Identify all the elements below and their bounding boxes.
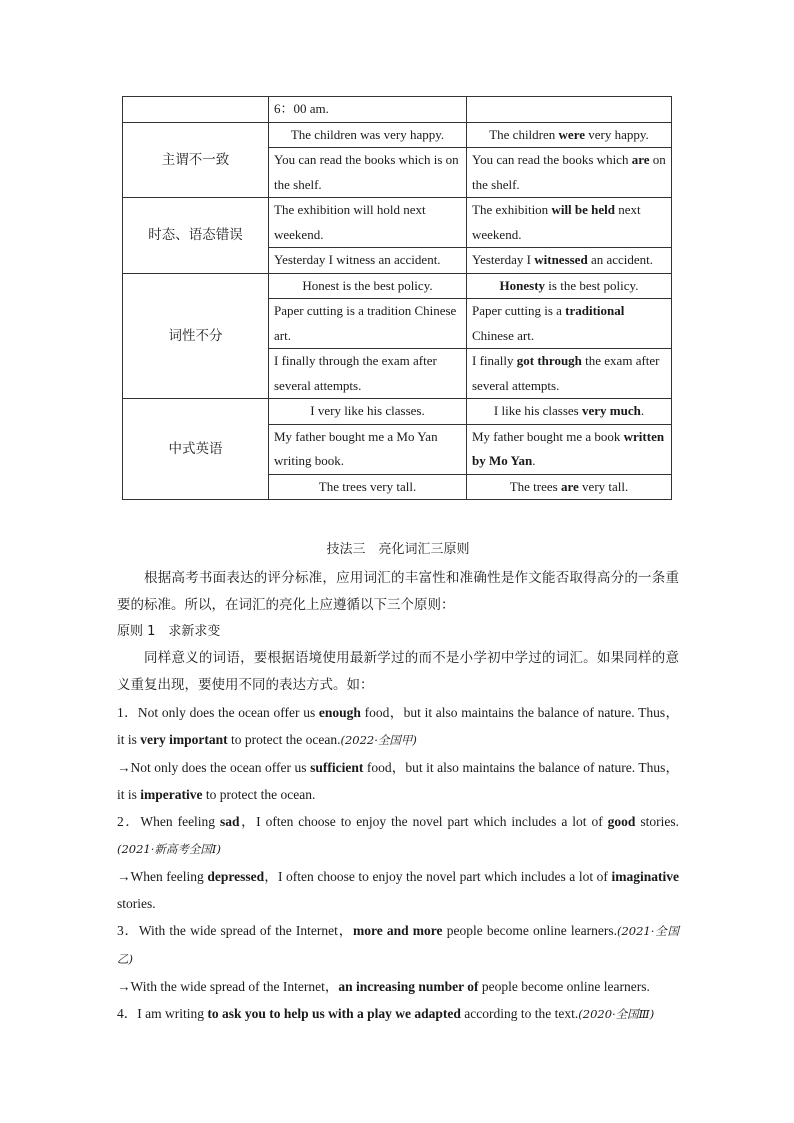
example-improved: →When feeling depressed，I often choose to enjoy the novel part which includes a lot of imaginative stories. bbox=[117, 869, 679, 911]
wrong-sentence-cell: I finally through the exam after several attempts. bbox=[269, 349, 467, 399]
correct-sentence-cell: I like his classes very much. bbox=[467, 399, 672, 425]
category-cell: 词性不分 bbox=[123, 273, 269, 399]
rule-description: 同样意义的词语，要根据语境使用最新学过的而不是小学初中学过的词汇。如果同样的意义重复出现，要使用不同的表达方式。如： bbox=[117, 650, 679, 693]
rule-title: 原则 1 求新求变 bbox=[117, 624, 221, 639]
category-cell bbox=[123, 97, 269, 123]
error-correction-table bbox=[122, 96, 672, 500]
wrong-sentence-cell: The exhibition will hold next weekend. bbox=[269, 198, 467, 248]
correct-sentence-cell: My father bought me a book written by Mo Yan. bbox=[467, 424, 672, 474]
category-cell: 时态、语态错误 bbox=[123, 198, 269, 274]
example-original: 4．I am writing to ask you to help us with a play we adapted according to the text.(2020·全国Ⅲ) bbox=[117, 1006, 655, 1021]
wrong-sentence-cell: I very like his classes. bbox=[269, 399, 467, 425]
correct-sentence-cell: Paper cutting is a traditional Chinese art. bbox=[467, 299, 672, 349]
example-original: 2．When feeling sad，I often choose to enjoy the novel part which includes a lot of good stories.(2021·新高考全国Ⅰ) bbox=[117, 814, 679, 856]
wrong-sentence-cell: My father bought me a Mo Yan writing book. bbox=[269, 424, 467, 474]
example-improved: →Not only does the ocean offer us sufficient food，but it also maintains the balance of nature. Thus，it is imperative to protect the ocean. bbox=[117, 760, 679, 802]
correct-sentence-cell: Honesty is the best policy. bbox=[467, 273, 672, 299]
wrong-sentence-cell: Honest is the best policy. bbox=[269, 273, 467, 299]
table-row bbox=[123, 198, 672, 248]
wrong-sentence-cell: The children was very happy. bbox=[269, 122, 467, 148]
correct-sentence-cell: The trees are very tall. bbox=[467, 474, 672, 500]
wrong-sentence-cell: 6：00 am. bbox=[269, 97, 467, 123]
table-row bbox=[123, 273, 672, 299]
section-heading: 技法三 亮化词汇三原则 bbox=[326, 542, 470, 557]
example-original: 1．Not only does the ocean offer us enough food，but it also maintains the balance of nature. Thus，it is very important to protect the ocean.(2022·全国甲) bbox=[117, 705, 679, 747]
wrong-sentence-cell: Paper cutting is a tradition Chinese art. bbox=[269, 299, 467, 349]
example-improved: →With the wide spread of the Internet，an increasing number of people become online learners. bbox=[117, 979, 650, 994]
table-row bbox=[123, 122, 672, 148]
intro-paragraph: 根据高考书面表达的评分标准，应用词汇的丰富性和准确性是作文能否取得高分的一条重要的标准。所以，在词汇的亮化上应遵循以下三个原则： bbox=[117, 570, 679, 613]
example-original: 3．With the wide spread of the Internet，more and more people become online learners.(2021·全国乙) bbox=[117, 923, 679, 966]
correct-sentence-cell: You can read the books which are on the shelf. bbox=[467, 148, 672, 198]
table-row bbox=[123, 97, 672, 123]
body-text bbox=[117, 538, 679, 1028]
wrong-sentence-cell: Yesterday I witness an accident. bbox=[269, 248, 467, 274]
table-row bbox=[123, 399, 672, 425]
correct-sentence-cell: I finally got through the exam after several attempts. bbox=[467, 349, 672, 399]
category-cell: 中式英语 bbox=[123, 399, 269, 500]
wrong-sentence-cell: The trees very tall. bbox=[269, 474, 467, 500]
correct-sentence-cell: The exhibition will be held next weekend. bbox=[467, 198, 672, 248]
wrong-sentence-cell: You can read the books which is on the shelf. bbox=[269, 148, 467, 198]
category-cell: 主谓不一致 bbox=[123, 122, 269, 198]
correct-sentence-cell bbox=[467, 97, 672, 123]
correct-sentence-cell: The children were very happy. bbox=[467, 122, 672, 148]
correct-sentence-cell: Yesterday I witnessed an accident. bbox=[467, 248, 672, 274]
